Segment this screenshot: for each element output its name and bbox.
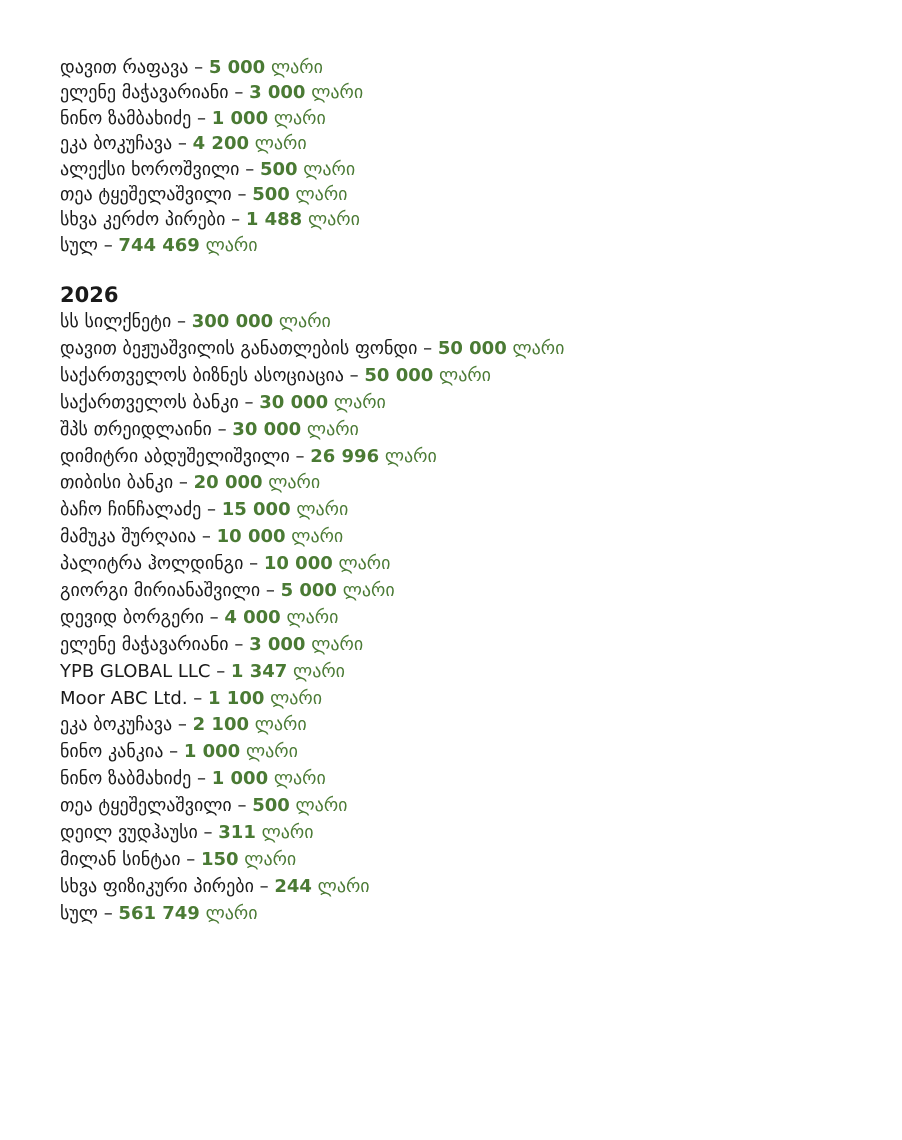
donor-row bbox=[60, 605, 880, 632]
dash-separator: – bbox=[239, 158, 260, 180]
donation-amount: 2 100 bbox=[192, 714, 249, 736]
donation-amount: 244 bbox=[274, 875, 312, 897]
dash-separator: – bbox=[191, 107, 212, 129]
currency-unit: ლარი bbox=[338, 553, 391, 575]
donor-row bbox=[60, 207, 880, 232]
donation-amount: 1 000 bbox=[211, 107, 269, 129]
donor-row bbox=[60, 874, 880, 901]
dash-separator: – bbox=[228, 633, 250, 655]
currency-unit: ლარი bbox=[311, 82, 364, 104]
donor-name: თეა ტყეშელაშვილი bbox=[60, 795, 232, 817]
donor-row bbox=[60, 363, 880, 390]
donor-row bbox=[60, 80, 880, 105]
donor-name: დავით რაფავა bbox=[60, 57, 189, 78]
currency-unit: ლარი bbox=[270, 687, 323, 709]
donation-amount: 500 bbox=[259, 158, 298, 180]
donation-amount: 15 000 bbox=[221, 499, 291, 521]
donation-amount: 311 bbox=[218, 822, 256, 844]
currency-unit: ლარი bbox=[303, 158, 356, 180]
donor-name: საქართველოს ბანკი bbox=[60, 391, 239, 413]
dash-separator: – bbox=[196, 526, 217, 548]
donor-row bbox=[60, 659, 880, 686]
currency-unit: ლარი bbox=[306, 418, 359, 440]
currency-unit: ლარი bbox=[268, 472, 321, 494]
donor-row bbox=[60, 497, 880, 524]
donor-name: ელენე მაჭავარიანი bbox=[60, 633, 229, 655]
currency-unit: ლარი bbox=[254, 714, 307, 736]
donation-amount: 300 000 bbox=[191, 311, 274, 333]
donor-name: ბაჩო ჩინჩალაძე bbox=[60, 499, 202, 521]
currency-unit: ლარი bbox=[205, 902, 258, 924]
donation-amount: 1 347 bbox=[230, 660, 288, 682]
donor-row bbox=[60, 793, 880, 820]
donor-name: თეა ტყეშელაშვილი bbox=[60, 183, 232, 205]
section-2026 bbox=[60, 281, 880, 927]
donor-row bbox=[60, 739, 880, 766]
donor-name: დევიდ ბორგერი bbox=[60, 606, 204, 628]
donor-row bbox=[60, 390, 880, 417]
total-row bbox=[60, 901, 880, 928]
donor-name: მილან სინტაი bbox=[60, 848, 181, 870]
donor-name: ნინო ზაბმახიძე bbox=[60, 768, 192, 790]
dash-separator: – bbox=[188, 57, 209, 78]
dash-separator: – bbox=[289, 445, 311, 467]
donor-name: სულ bbox=[60, 902, 98, 924]
donation-amount: 5 000 bbox=[208, 57, 266, 78]
dash-separator: – bbox=[203, 606, 225, 628]
currency-unit: ლარი bbox=[317, 875, 370, 897]
donor-name: სხვა კერძო პირები bbox=[60, 209, 226, 231]
dash-separator: – bbox=[253, 875, 275, 897]
dash-separator: – bbox=[197, 822, 219, 844]
dash-separator: – bbox=[210, 660, 231, 682]
donation-amount: 50 000 bbox=[437, 338, 507, 360]
donor-name: გიორგი მირიანაშვილი bbox=[60, 580, 261, 602]
donor-name: თიბისი ბანკი bbox=[60, 472, 174, 494]
donation-amount: 561 749 bbox=[118, 902, 200, 924]
donation-amount: 744 469 bbox=[118, 234, 200, 256]
donor-row bbox=[60, 444, 880, 471]
donor-name: ელენე მაჭავარიანი bbox=[60, 82, 229, 104]
donation-amount: 1 000 bbox=[183, 741, 241, 763]
dash-separator: – bbox=[201, 499, 222, 521]
dash-separator: – bbox=[343, 364, 365, 386]
dash-separator: – bbox=[163, 741, 184, 763]
donation-amount: 20 000 bbox=[193, 472, 263, 494]
donor-row bbox=[60, 157, 880, 182]
donation-amount: 50 000 bbox=[364, 364, 434, 386]
dash-separator: – bbox=[260, 580, 281, 602]
donor-name: პალიტრა ჰოლდინგი bbox=[60, 553, 244, 575]
currency-unit: ლარი bbox=[333, 391, 386, 413]
donation-amount: 1 488 bbox=[245, 209, 303, 231]
currency-unit: ლარი bbox=[254, 133, 307, 155]
donations-document bbox=[60, 55, 880, 928]
currency-unit: ლარი bbox=[296, 499, 349, 521]
donation-amount: 3 000 bbox=[249, 633, 306, 655]
donor-list bbox=[60, 309, 880, 927]
donor-row bbox=[60, 578, 880, 605]
donor-name: სულ bbox=[60, 234, 98, 256]
donor-name: სს სილქნეტი bbox=[60, 311, 172, 333]
currency-unit: ლარი bbox=[307, 209, 360, 231]
dash-separator: – bbox=[97, 902, 119, 924]
donor-row bbox=[60, 131, 880, 156]
dash-separator: – bbox=[231, 183, 253, 205]
donor-name: ეკა ბოკუჩავა bbox=[60, 714, 173, 736]
currency-unit: ლარი bbox=[439, 364, 491, 386]
currency-unit: ლარი bbox=[295, 183, 348, 205]
donor-row bbox=[60, 470, 880, 497]
currency-unit: ლარი bbox=[273, 768, 326, 790]
currency-unit: ლარი bbox=[512, 338, 565, 360]
donor-row bbox=[60, 686, 880, 713]
donor-name: დიმიტრი აბდუშელიშვილი bbox=[60, 445, 290, 467]
donor-name: ნინო კანკია bbox=[60, 741, 164, 763]
donor-row bbox=[60, 712, 880, 739]
donor-row bbox=[60, 336, 880, 363]
dash-separator: – bbox=[171, 311, 192, 333]
currency-unit: ლარი bbox=[286, 606, 339, 628]
currency-unit: ლარი bbox=[342, 580, 395, 602]
donation-amount: 1 100 bbox=[208, 687, 265, 709]
dash-separator: – bbox=[417, 338, 438, 360]
donor-name: YPB GLOBAL LLC bbox=[60, 660, 211, 682]
dash-separator: – bbox=[211, 418, 233, 440]
donor-row bbox=[60, 551, 880, 578]
donor-name: ეკა ბოკუჩავა bbox=[60, 133, 173, 155]
currency-unit: ლარი bbox=[245, 741, 298, 763]
currency-unit: ლარი bbox=[261, 822, 314, 844]
donation-amount: 30 000 bbox=[259, 391, 329, 413]
currency-unit: ლარი bbox=[311, 633, 364, 655]
donation-amount: 30 000 bbox=[232, 418, 302, 440]
year-heading: 2026 bbox=[60, 283, 119, 308]
donation-amount: 500 bbox=[252, 795, 290, 817]
donor-row bbox=[60, 632, 880, 659]
donor-name: Moor ABC Ltd. bbox=[60, 687, 188, 709]
donor-name: დეილ ვუდჰაუსი bbox=[60, 822, 198, 844]
dash-separator: – bbox=[225, 209, 246, 231]
dash-separator: – bbox=[243, 553, 264, 575]
currency-unit: ლარი bbox=[293, 660, 345, 682]
donation-amount: 10 000 bbox=[263, 553, 333, 575]
donation-amount: 3 000 bbox=[249, 82, 306, 104]
currency-unit: ლარი bbox=[384, 445, 437, 467]
donation-amount: 4 000 bbox=[224, 606, 281, 628]
currency-unit: ლარი bbox=[270, 57, 323, 78]
donor-row bbox=[60, 847, 880, 874]
donor-row bbox=[60, 766, 880, 793]
donation-amount: 5 000 bbox=[280, 580, 337, 602]
donor-name: საქართველოს ბიზნეს ასოციაცია bbox=[60, 364, 344, 386]
dash-separator: – bbox=[191, 768, 212, 790]
dash-separator: – bbox=[180, 848, 201, 870]
currency-unit: ლარი bbox=[205, 234, 258, 256]
donation-amount: 150 bbox=[200, 848, 239, 870]
currency-unit: ლარი bbox=[295, 795, 348, 817]
donor-row bbox=[60, 820, 880, 847]
donor-name: ნინო ზამბახიძე bbox=[60, 107, 192, 129]
dash-separator: – bbox=[172, 133, 193, 155]
dash-separator: – bbox=[231, 795, 253, 817]
dash-separator: – bbox=[173, 472, 194, 494]
total-row bbox=[60, 233, 880, 258]
donor-list bbox=[60, 55, 880, 258]
donor-row bbox=[60, 309, 880, 336]
currency-unit: ლარი bbox=[244, 848, 297, 870]
currency-unit: ლარი bbox=[273, 107, 326, 129]
donor-name: სხვა ფიზიკური პირები bbox=[60, 875, 254, 897]
donor-row bbox=[60, 182, 880, 207]
donation-amount: 1 000 bbox=[211, 768, 269, 790]
donor-name: დავით ბეჟუაშვილის განათლების ფონდი bbox=[60, 338, 418, 360]
donation-amount: 500 bbox=[252, 183, 290, 205]
dash-separator: – bbox=[97, 234, 119, 256]
dash-separator: – bbox=[187, 687, 208, 709]
dash-separator: – bbox=[228, 82, 250, 104]
donor-row bbox=[60, 524, 880, 551]
donor-row bbox=[60, 106, 880, 131]
donor-name: შპს თრეიდლაინი bbox=[60, 418, 212, 440]
donation-amount: 10 000 bbox=[216, 526, 286, 548]
donor-name: ალექსი ხოროშვილი bbox=[60, 158, 240, 180]
section-previous-year bbox=[60, 55, 880, 258]
donation-amount: 26 996 bbox=[310, 445, 380, 467]
donor-row bbox=[60, 417, 880, 444]
currency-unit: ლარი bbox=[278, 311, 331, 333]
dash-separator: – bbox=[238, 391, 260, 413]
donor-name: მამუკა შურღაია bbox=[60, 526, 197, 548]
donation-amount: 4 200 bbox=[192, 133, 249, 155]
currency-unit: ლარი bbox=[291, 526, 344, 548]
dash-separator: – bbox=[172, 714, 193, 736]
donor-row bbox=[60, 55, 880, 80]
